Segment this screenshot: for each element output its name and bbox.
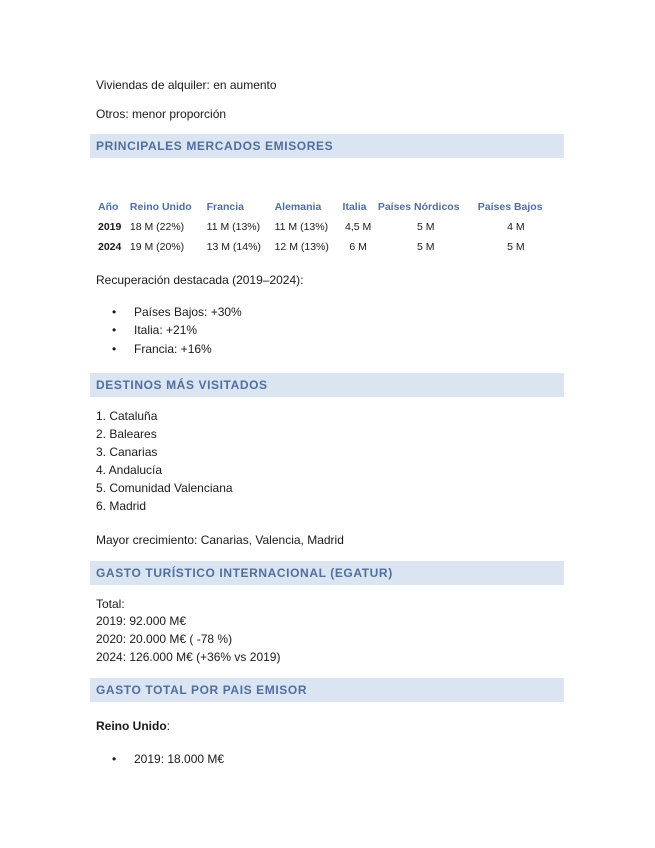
cell: 18 M (22%) [129,221,185,233]
list-item: 2. Baleares [96,427,157,441]
table-row [96,217,556,237]
col-uk: Reino Unido [129,201,192,213]
country-colon: : [166,719,171,733]
cell: 5 M [507,241,525,253]
list-item: • Italia: +21% [114,323,197,337]
list-item: 6. Madrid [96,499,147,513]
section-header-destinations: DESTINOS MÁS VISITADOS [90,373,564,397]
country-label [96,719,170,733]
rental-housing-text: Viviendas de alquiler: en aumento [96,78,277,92]
cell: 5 M [417,221,435,233]
cell: 5 M [417,241,435,253]
col-nordics: Países Nórdicos [377,201,460,213]
country-name: Reino Unido [96,719,167,733]
list-item: 4. Andalucía [96,463,163,477]
spending-line: 2024: 126.000 M€ (+36% vs 2019) [96,650,281,664]
cell: 19 M (20%) [129,241,185,253]
cell: 12 M (13%) [274,241,329,253]
recovery-title: Recuperación destacada (2019–2024): [96,273,304,287]
list-item: 3. Canarias [96,445,158,459]
list-item: 5. Comunidad Valenciana [96,481,233,495]
cell: 6 M [349,241,367,253]
table-header-row [96,197,556,217]
spending-line: 2019: 92.000 M€ [96,614,187,628]
col-year: Año [98,201,119,213]
table-row [96,237,556,257]
spending-line: 2020: 20.000 M€ ( -78 %) [96,632,233,646]
list-item: • Países Bajos: +30% [114,305,242,319]
col-netherlands: Países Bajos [477,201,543,213]
cell: 2019 [98,221,122,233]
list-item: • Francia: +16% [114,342,212,356]
col-germany: Alemania [274,201,322,213]
list-item: 1. Cataluña [96,409,158,423]
section-header-markets: PRINCIPALES MERCADOS EMISORES [90,134,564,158]
col-france: Francia [206,201,244,213]
markets-table [96,197,556,257]
cell: 4 M [507,221,525,233]
col-italy: Italia [342,201,367,213]
growth-text: Mayor crecimiento: Canarias, Valencia, Madrid [96,533,344,547]
others-text: Otros: menor proporción [96,107,227,121]
section-header-by-country: GASTO TOTAL POR PAIS EMISOR [90,678,564,702]
cell: 11 M (13%) [206,221,261,233]
spending-line: Total: [96,597,125,611]
cell: 13 M (14%) [206,241,261,253]
section-header-spending: GASTO TURÍSTICO INTERNACIONAL (EGATUR) [90,561,564,585]
cell: 4,5 M [345,221,372,233]
cell: 2024 [98,241,122,253]
cell: 11 M (13%) [274,221,329,233]
list-item: • 2019: 18.000 M€ [114,752,224,766]
